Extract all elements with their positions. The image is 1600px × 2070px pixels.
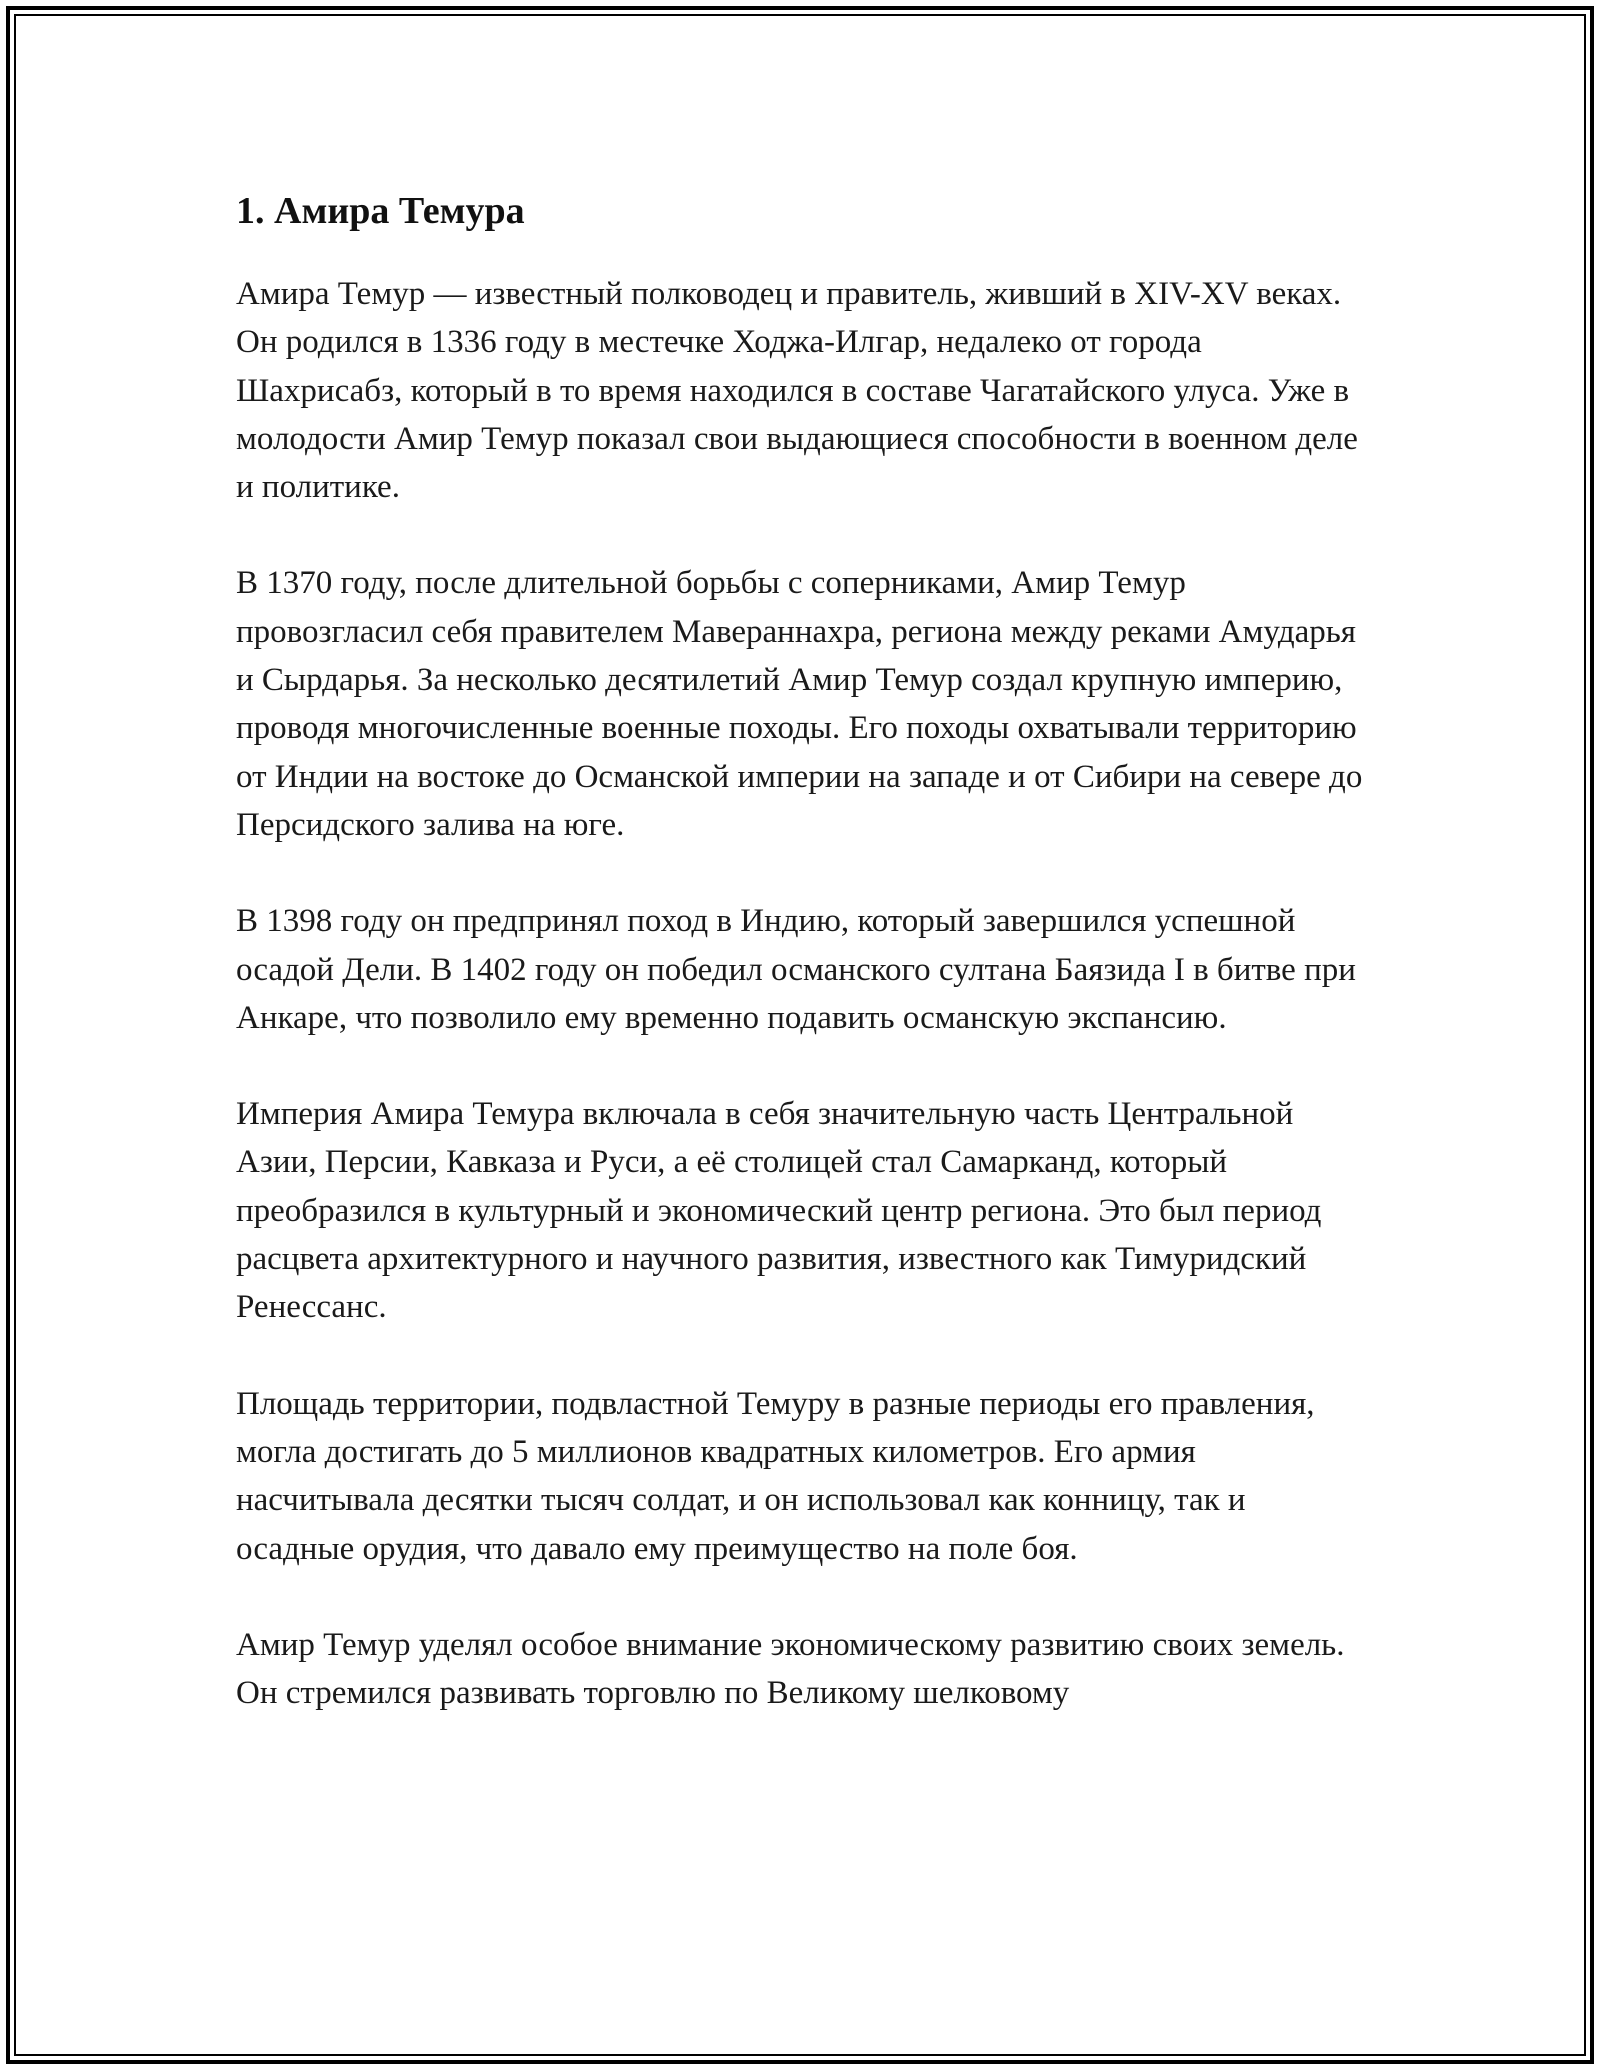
paragraph-empire-extent: Империя Амира Темура включала в себя значительную часть Центральной Азии, Персии, Кавказа и Руси, а её столицей стал Самарканд, который преобразился в культурный и экономический центр региона. Это был период расцвета архитектурного и научного развития, известного как Тимуридский Ренессанс.: [236, 1096, 1322, 1326]
paragraph-economy: Амир Темур уделял особое внимание экономическому развитию своих земель. Он стремился развивать торговлю по Великому шелковому: [236, 1626, 1345, 1712]
paragraph-territory-army: Площадь территории, подвластной Темуру в разные периоды его правления, могла достигать до 5 миллионов квадратных километров. Его армия насчитывала десятки тысяч солдат, и он использовал как конницу, так и осадные орудия, что давало ему преимущество на поле боя.: [236, 1385, 1315, 1567]
paragraph-rise-to-power: В 1370 году, после длительной борьбы с соперниками, Амир Темур провозгласил себя правителем Мавераннахра, региона между реками Амударья и Сырдарья. За несколько десятилетий Амир Темур создал крупную империю, проводя многочисленные военные походы. Его походы охватывали территорию от Индии на востоке до Османской империи на западе и от Сибири на севере до Персидского залива на юге.: [236, 565, 1363, 843]
paragraph-biography-intro: Амира Темур — известный полководец и правитель, живший в XIV-XV веках. Он родился в 1336 году в местечке Ходжа-Илгар, недалеко от города Шахрисабз, который в то время находился в составе Чагатайского улуса. Уже в молодости Амир Темур показал свои выдающиеся способности в военном деле и политике.: [236, 276, 1358, 506]
document-body: [236, 186, 1366, 1765]
paragraph-india-ankara-campaigns: В 1398 году он предпринял поход в Индию, который завершился успешной осадой Дели. В 1402 году он победил османского султана Баязида I в битве при Анкаре, что позволило ему временно подавить османскую экспансию.: [236, 903, 1356, 1036]
document-title: 1. Амира Темура: [236, 190, 525, 232]
